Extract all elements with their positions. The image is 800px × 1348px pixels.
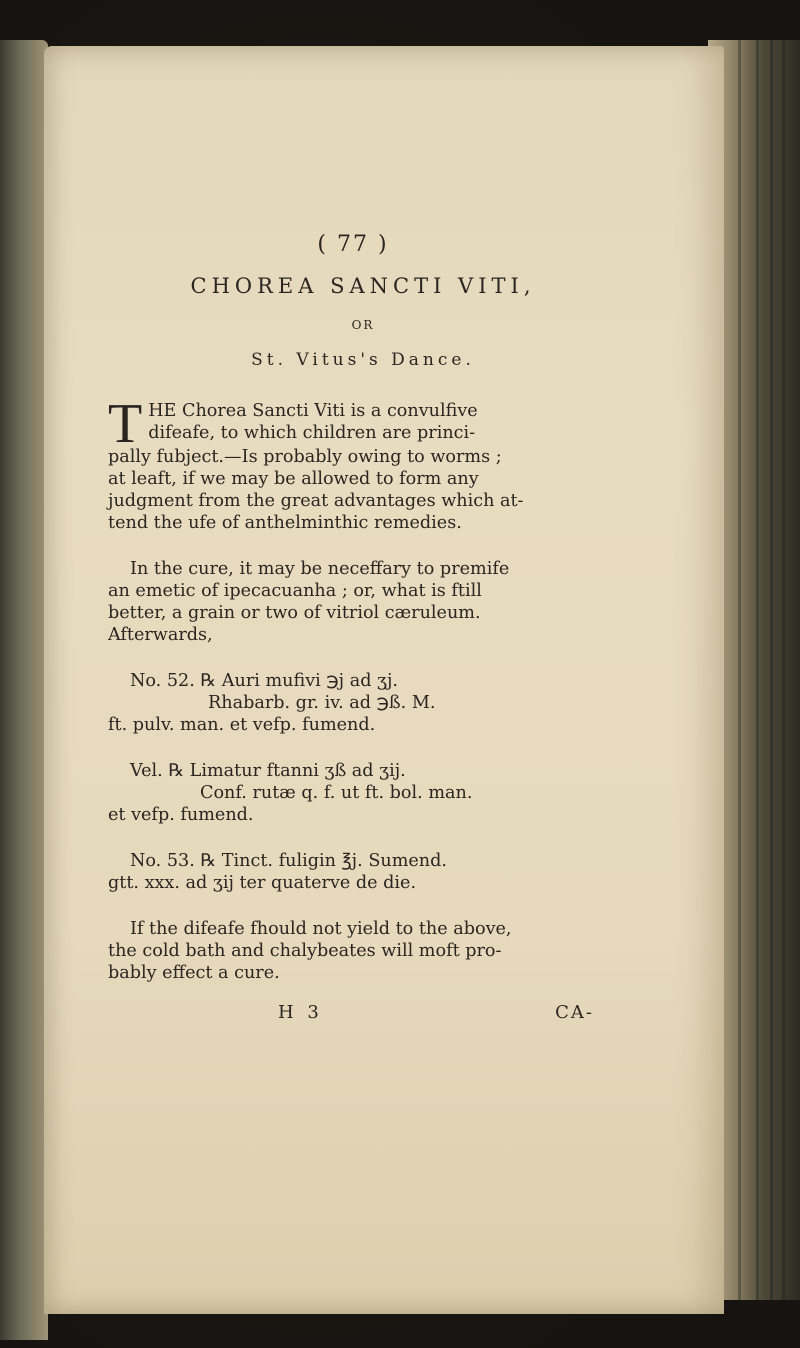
text-line: HE Chorea Sancti Viti is a convulfive [148,401,478,421]
text-line: better, a grain or two of vitriol cæruleum. [108,603,481,623]
title-or: OR [351,318,375,332]
book-page [44,46,724,1314]
paragraph-cure [108,558,618,646]
catchword: CA- [555,1002,594,1023]
text-line: gtt. xxx. ad ʒij ter quaterve de die. [108,873,417,893]
text-line: et vefp. fumend. [108,805,254,825]
text-line: If the difeafe fhould not yield to the above, [130,919,512,939]
text-line: Rhabarb. gr. iv. ad ℈ß. M. [208,693,436,713]
text-line: Vel. ℞ Limatur ftanni ʒß ad ʒij. [130,761,406,781]
text-line: Conf. rutæ q. f. ut ft. bol. man. [200,783,473,803]
text-line: difeafe, to which children are princi- [148,423,476,443]
text-line: judgment from the great advantages which at- [108,491,524,511]
page-content [108,232,618,1032]
chapter-subtitle: St. Vitus's Dance. [251,350,475,370]
text-line: No. 53. ℞ Tinct. fuligin ℥j. Sumend. [130,851,447,871]
drop-cap: T [108,393,143,455]
page-number: ( 77 ) [317,232,389,257]
prescription-vel [108,760,618,826]
text-line: bably effect a cure. [108,963,280,983]
prescription-53 [108,850,618,894]
left-page-edge [0,40,48,1340]
text-line: No. 52. ℞ Auri mufivi ℈j ad ʒj. [130,671,399,691]
text-line: In the cure, it may be neceffary to premife [130,559,510,579]
paragraph-intro [108,393,618,534]
text-line: Afterwards, [108,625,213,645]
text-line: at leaft, if we may be allowed to form any [108,469,479,489]
prescription-52 [108,670,618,736]
text-line: tend the ufe of anthelminthic remedies. [108,513,462,533]
chapter-title: CHOREA SANCTI VITI, [190,274,536,298]
signature-mark: H 3 [278,1002,323,1023]
paragraph-conclusion [108,918,618,984]
text-line: the cold bath and chalybeates will moft pro- [108,941,502,961]
text-line: ft. pulv. man. et vefp. fumend. [108,715,376,735]
text-line: an emetic of ipecacuanha ; or, what is ftill [108,581,482,601]
text-line: pally fubject.—Is probably owing to worms ; [108,447,502,467]
page-footer [108,1002,618,1032]
